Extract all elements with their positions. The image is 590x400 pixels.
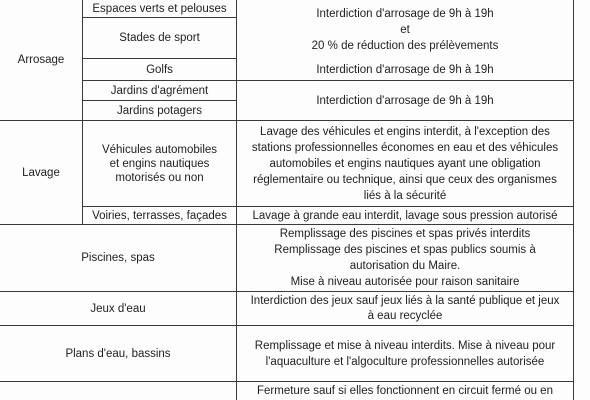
item-jardins-agrement: Jardins d'agrément [110,84,209,97]
category-plans-eau: Plans d'eau, bassins [65,347,171,360]
measure-vehicules: Lavage des véhicules et engins interdit, à l'exception des stations professionnelles économes en eau et des véhicules automobiles et engins nautiques ayant une obligation réglementaire ou technique, ainsi que ceux des organismes liés à la sécurité [251,125,559,202]
measure-jardins: Interdiction d'arrosage de 9h à 19h [316,94,494,107]
category-label: Arrosage [17,54,65,66]
measure-golfs: Interdiction d'arrosage de 9h à 19h [316,63,494,76]
item-vehicules: Véhicules automobiles et engins nautiques motorisés ou non [101,143,218,184]
divider [573,0,574,400]
item-espaces-verts: Espaces verts et pelouses [92,2,227,15]
measure-plans-eau: Remplissage et mise à niveau interdits. Mise à niveau pour l'aquaculture et l'algoculture professionnelles autorisée [254,339,556,368]
category-lavage [0,121,82,224]
item-golfs: Golfs [146,63,173,76]
item-stades: Stades de sport [119,32,200,44]
category-label: Lavage [22,166,60,179]
measure-jeux-eau: Interdiction des jeux sauf jeux liés à la santé publique et jeux à eau recyclée [250,294,560,322]
category-arrosage [0,0,82,120]
measure-voiries: Lavage à grande eau interdit, lavage sous pression autorisé [252,209,558,222]
category-jeux-eau: Jeux d'eau [90,302,146,315]
measure-espaces-stades: Interdiction d'arrosage de 9h à 19h et 20 % de réduction des prélèvements [311,8,499,52]
item-voiries: Voiries, terrasses, façades [92,209,227,222]
category-piscines: Piscines, spas [81,252,155,264]
measure-piscines: Remplissage des piscines et spas privés interdits Remplissage des piscines et spas publics soumis à autorisation du Maire. Mise à niveau autorisée pour raison sanitaire [274,228,536,288]
measure-fontaines: Fermeture sauf si elles fonctionnent en circuit fermé ou en [257,385,553,397]
item-jardins-potagers: Jardins potagers [116,104,203,117]
divider [0,381,573,382]
